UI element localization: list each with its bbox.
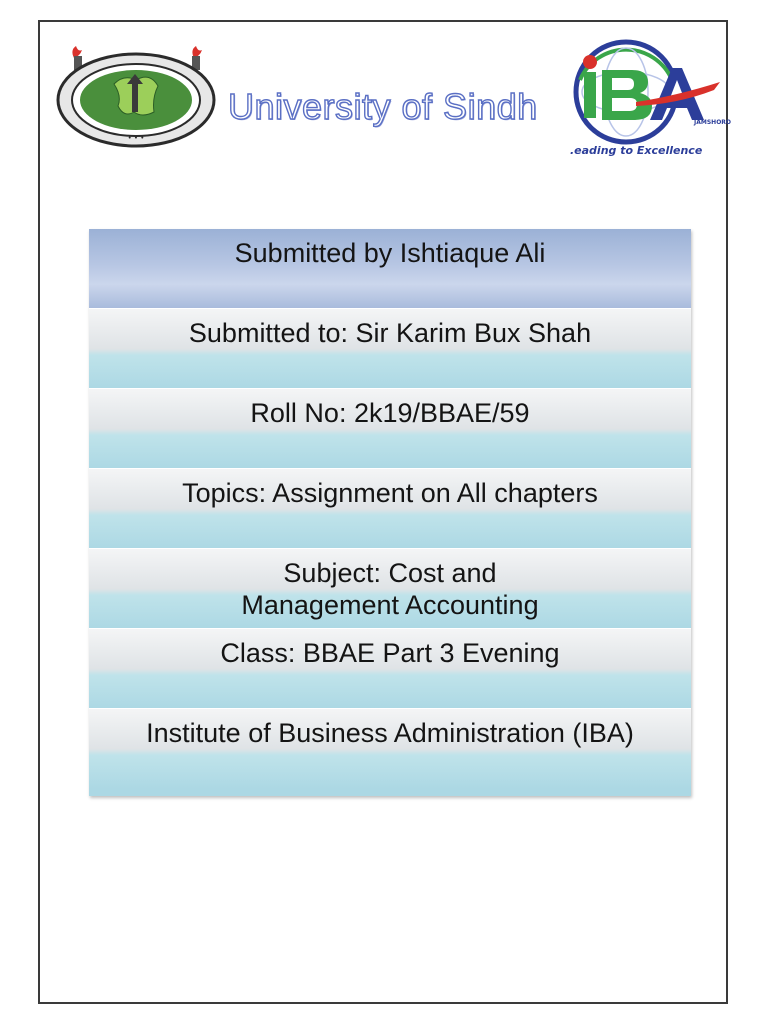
university-of-sindh-logo [52,44,220,150]
topics-row [89,469,691,549]
subject-text: Subject: Cost and Management Accounting [241,558,539,620]
university-title: University of Sindh [228,86,538,127]
submitted-to-text: Submitted to: Sir Karim Bux Shah [188,318,592,348]
iba-logo [566,40,732,162]
submitted-by-row [89,229,691,309]
institute-text: Institute of Business Administration (IBA) [146,718,634,748]
institute-row [89,709,691,796]
topics-text: Topics: Assignment on All chapters [182,478,598,508]
submitted-by-text: Submitted by Ishtiaque Ali [234,238,546,268]
roll-no-row [89,389,691,469]
class-text: Class: BBAE Part 3 Evening [220,638,560,668]
svg-text:JAMSHORO: JAMSHORO [694,119,732,126]
subject-row [89,549,691,629]
submitted-to-row [89,309,691,389]
submission-details-table [89,229,691,796]
svg-text:.eading to Excellence: .eading to Excellence [570,144,703,157]
class-row [89,629,691,709]
svg-text:• • •: • • • [127,134,145,142]
roll-no-text: Roll No: 2k19/BBAE/59 [250,398,530,428]
